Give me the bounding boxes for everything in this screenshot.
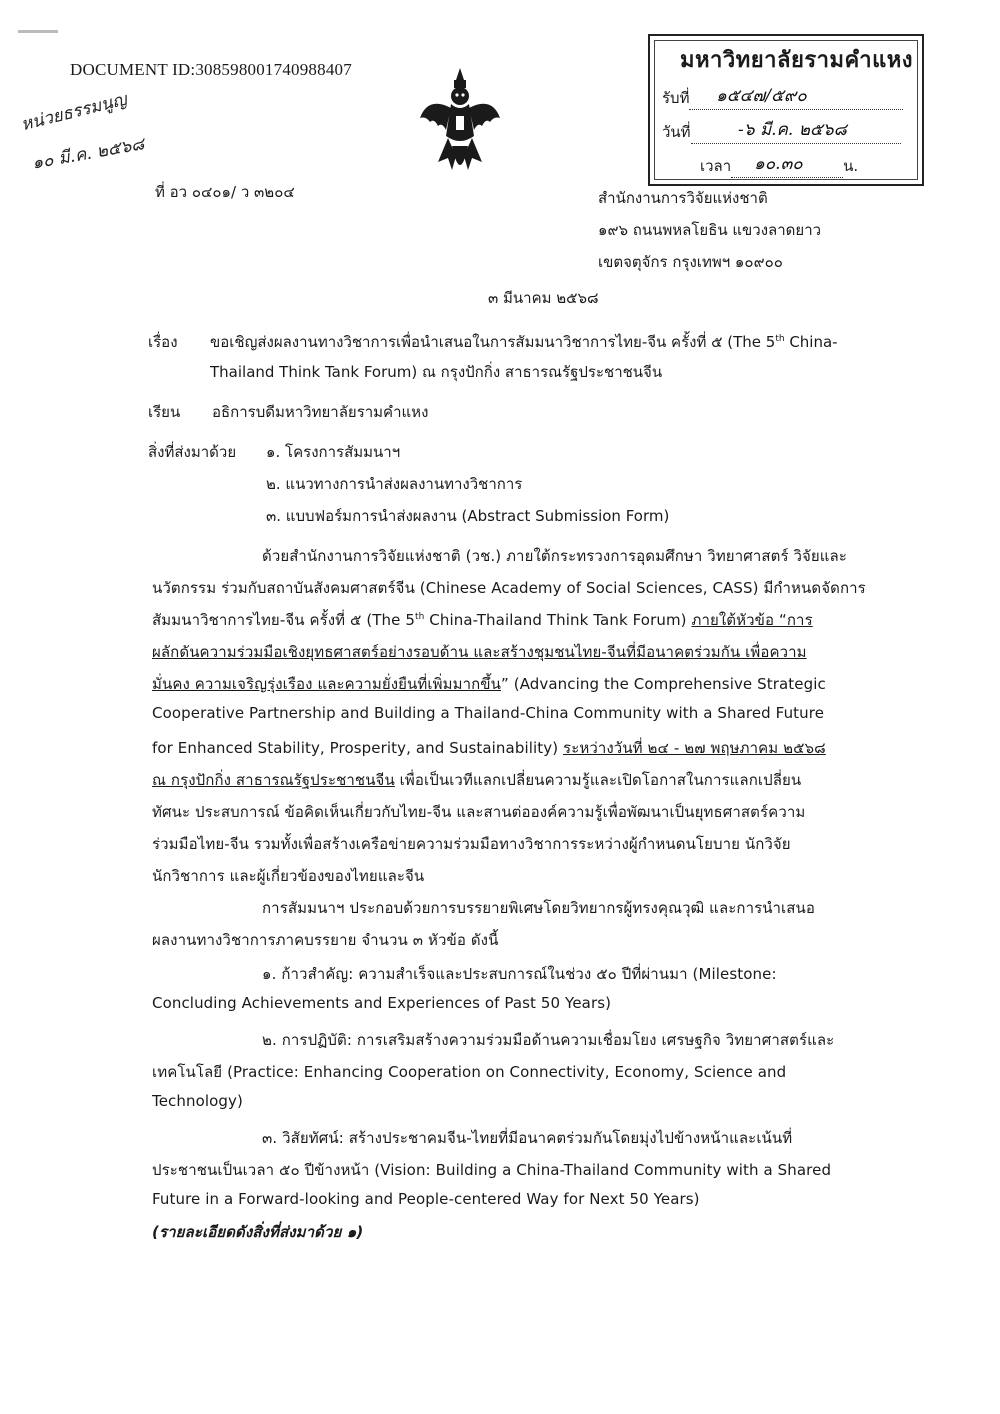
subject-line-2: Thailand Think Tank Forum) ณ กรุงปักกิ่ง สาธารณรัฐประชาชนจีน (210, 363, 663, 381)
body-p1-line-3 (152, 608, 813, 632)
body-p1-line-7 (152, 736, 826, 760)
body-p1-line-8b: เพื่อเป็นเวทีแลกเปลี่ยนความรู้และเปิดโอกาสในการแลกเปลี่ยน (394, 771, 802, 789)
sender-line-2: ๑๙๖ ถนนพหลโยธิน แขวงลาดยาว (598, 221, 822, 239)
body-p1-line-4: ผลักดันความร่วมมือเชิงยุทธศาสตร์อย่างรอบด้าน และสร้างชุมชนไทย-จีนที่มีอนาคตร่วมกัน เพื่อความ (152, 643, 807, 661)
subject-line-1-text: ขอเชิญส่งผลงานทางวิชาการเพื่อนำเสนอในการสัมมนาวิชาการไทย-จีน ครั้งที่ ๕ (The 5 (210, 333, 776, 351)
letter-date: ๓ มีนาคม ๒๕๖๘ (488, 289, 599, 307)
body-p1-line-11: นักวิชาการ และผู้เกี่ยวข้องของไทยและจีน (152, 867, 425, 885)
body-p1-line-10: ร่วมมือไทย-จีน รวมทั้งเพื่อสร้างเครือข่ายความร่วมมือทางวิชาการระหว่างผู้กำหนดนโยบาย นักวิจัย (152, 835, 791, 853)
body-p1-line-5b: ” (Advancing the Comprehensive Strategic (501, 675, 826, 693)
to-label: เรียน (148, 403, 181, 421)
body-p1-line-8 (152, 768, 801, 792)
body-p2-line-1: การสัมมนาฯ ประกอบด้วยการบรรยายพิเศษโดยวิทยากรผู้ทรงคุณวุฒิ และการนำเสนอ (262, 899, 815, 917)
topic-2-line-1: ๒. การปฏิบัติ: การเสริมสร้างความร่วมมือด้านความเชื่อมโยง เศรษฐกิจ วิทยาศาสตร์และ (262, 1031, 835, 1049)
body-p1-line-3-underlined: ภายใต้หัวข้อ “การ (691, 611, 813, 629)
stamp-time-label: เวลา (700, 157, 732, 175)
handwritten-date: ๑๐ มี.ค. ๒๕๖๘ (30, 134, 146, 174)
body-p1-line-3a: สัมมนาวิชาการไทย-จีน ครั้งที่ ๕ (The 5 (152, 611, 415, 629)
stamp-received-value: ๑๕๔๗/๕๙๐ (716, 86, 807, 106)
received-stamp (648, 34, 924, 186)
stamp-time-unit: น. (843, 157, 859, 175)
sender-line-3: เขตจตุจักร กรุงเทพฯ ๑๐๙๐๐ (598, 253, 783, 271)
topic-2-line-3: Technology) (152, 1092, 243, 1110)
body-p1-line-5-underlined: มั่นคง ความเจริญรุ่งเรือง และความยั่งยืนที่เพิ่มมากขึ้น (152, 675, 501, 693)
reference-number: ที่ อว ๐๔๐๑/ ว ๓๒๐๔ (155, 183, 295, 201)
scan-mark (18, 30, 58, 33)
stamp-date-label: วันที่ (662, 123, 691, 141)
stamp-date-dots (691, 143, 901, 144)
stamp-received-label: รับที่ (662, 89, 690, 107)
stamp-time-value: ๑๐.๓๐ (754, 154, 803, 174)
to-value: อธิการบดีมหาวิทยาลัยรามคำแหง (212, 403, 429, 421)
topic-3-line-3: Future in a Forward-looking and People-centered Way for Next 50 Years) (152, 1190, 700, 1208)
subject-line-1-end: China- (784, 333, 838, 351)
stamp-time-dots (731, 177, 843, 178)
subject-label: เรื่อง (148, 333, 178, 351)
body-p1-line-1: ด้วยสำนักงานการวิจัยแห่งชาติ (วช.) ภายใต้กระทรวงการอุดมศึกษา วิทยาศาสตร์ วิจัยและ (262, 547, 848, 565)
body-p1-line-5 (152, 672, 826, 696)
subject-sup: th (775, 334, 785, 344)
subject-line-1 (210, 330, 838, 354)
document-id: DOCUMENT ID:308598001740988407 (70, 60, 352, 79)
garuda-emblem-icon (418, 66, 502, 188)
body-p1-line-2: นวัตกรรม ร่วมกับสถาบันสังคมศาสตร์จีน (Chinese Academy of Social Sciences, CASS) มีกำหนดจัดการ (152, 579, 866, 597)
attachment-item-1: ๑. โครงการสัมมนาฯ (266, 443, 401, 461)
body-p1-line-6: Cooperative Partnership and Building a Thailand-China Community with a Shared Future (152, 704, 825, 722)
topic-2-line-2: เทคโนโลยี (Practice: Enhancing Cooperation on Connectivity, Economy, Science and (152, 1063, 787, 1081)
topic-1-line-1: ๑. ก้าวสำคัญ: ความสำเร็จและประสบการณ์ในช่วง ๕๐ ปีที่ผ่านมา (Milestone: (262, 965, 777, 983)
body-p1-line-8-underlined: ณ กรุงปักกิ่ง สาธารณรัฐประชาชนจีน (152, 771, 395, 789)
stamp-title: มหาวิทยาลัยรามคำแหง (680, 47, 913, 73)
body-p2-line-2: ผลงานทางวิชาการภาคบรรยาย จำนวน ๓ หัวข้อ ดังนี้ (152, 931, 499, 949)
attachments-label: สิ่งที่ส่งมาด้วย (148, 443, 237, 461)
body-p1-line-7-underlined: ระหว่างวันที่ ๒๔ - ๒๗ พฤษภาคม ๒๕๖๘ (563, 739, 826, 757)
attachment-item-2: ๒. แนวทางการนำส่งผลงานทางวิชาการ (266, 475, 523, 493)
handwritten-note: หน่วยธรรมนูญ (18, 89, 129, 136)
topic-3-line-2: ประชาชนเป็นเวลา ๕๐ ปีข้างหน้า (Vision: Building a China-Thailand Community with a Shared (152, 1161, 832, 1179)
body-p1-line-7a: for Enhanced Stability, Prosperity, and Sustainability) (152, 739, 564, 757)
stamp-date-value: -๖ มี.ค. ๒๕๖๘ (738, 120, 847, 140)
topic-3-line-1: ๓. วิสัยทัศน์: สร้างประชาคมจีน-ไทยที่มีอนาคตร่วมกันโดยมุ่งไปข้างหน้าและเน้นที่ (262, 1129, 793, 1147)
body-p1-line-3b: China-Thailand Think Tank Forum) (424, 611, 692, 629)
body-p1-sup: th (415, 612, 425, 622)
sender-line-1: สำนักงานการวิจัยแห่งชาติ (598, 189, 768, 207)
topic-1-line-2: Concluding Achievements and Experiences of Past 50 Years) (152, 994, 612, 1012)
attachment-item-3: ๓. แบบฟอร์มการนำส่งผลงาน (Abstract Submission Form) (266, 507, 670, 525)
body-p1-line-9: ทัศนะ ประสบการณ์ ข้อคิดเห็นเกี่ยวกับไทย-จีน และสานต่อองค์ความรู้เพื่อพัฒนาเป็นยุทธศาสตร์ความ (152, 803, 806, 821)
stamp-received-dots (689, 109, 903, 110)
detail-note: (รายละเอียดดังสิ่งที่ส่งมาด้วย ๑) (152, 1223, 364, 1241)
